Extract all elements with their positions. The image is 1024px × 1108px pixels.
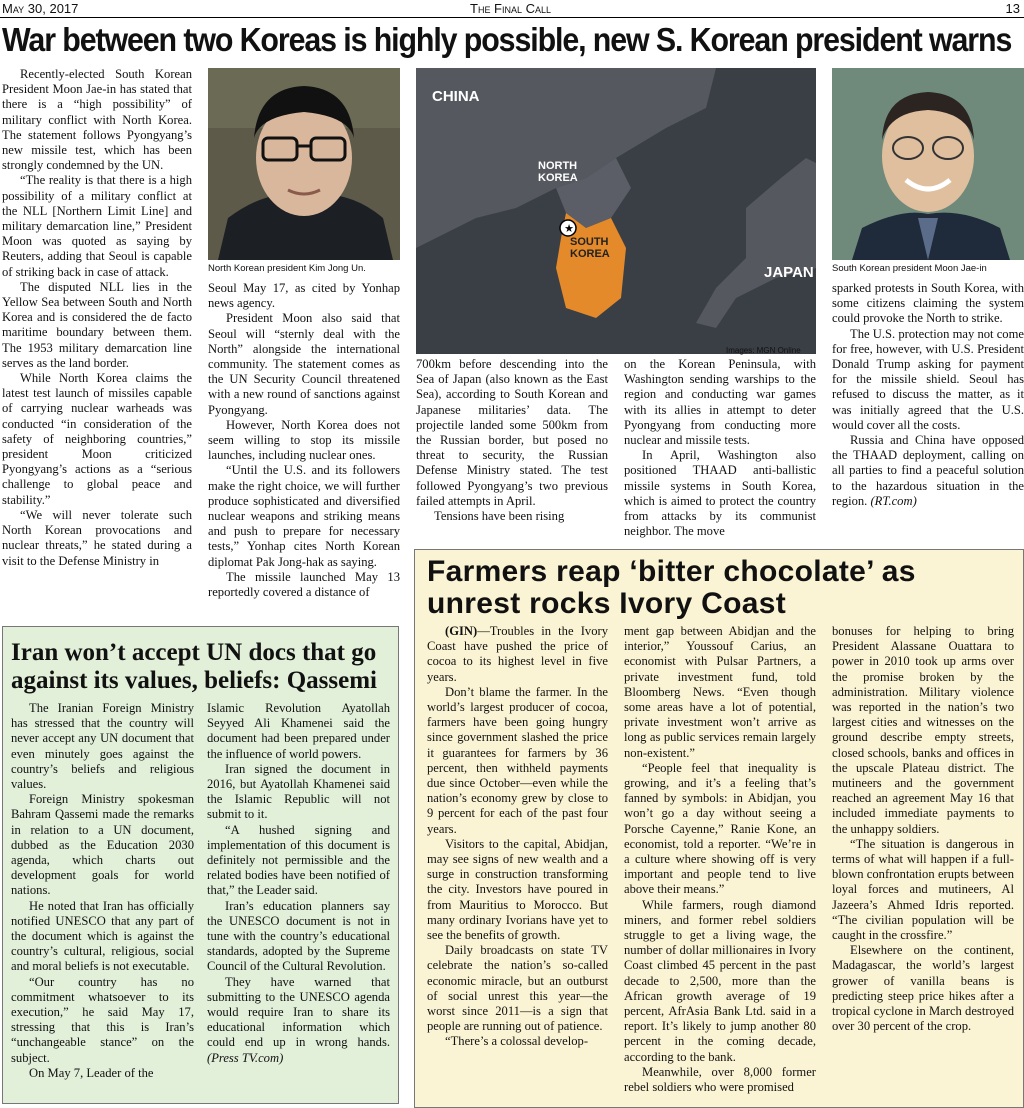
paragraph: The missile launched May 13 reportedly covered a distance of: [208, 569, 400, 600]
ivory-coast-story-box: [414, 549, 1024, 1108]
main-story-col1: [2, 67, 192, 625]
paragraph-text: Russia and China have opposed the THAAD deployment, calling on all parties to find a peaceful solution to the hazardous situation in the region.: [832, 433, 1024, 508]
iran-story-col1: [11, 701, 194, 1101]
paragraph: President Moon also said that Seoul will “sternly deal with the North” alongside the international community. The statement comes as the UN Security Council threatened with a new round of sanctions against Pyongyang.: [208, 311, 400, 417]
source-credit: (Press TV.com): [207, 1050, 284, 1065]
paragraph: “Our country has no commitment whatsoever to its execution,” he said May 17, stressing that this is Iran’s “unchangeable stance” on the subject.: [11, 974, 194, 1065]
paragraph: “The reality is that there is a high possibility of a military conflict at the NLL [Northern Limit Line] and military demarcation line,” President Moon was quoted as saying by Reuters, adding that Seoul is capable of striking back in case of attack.: [2, 173, 192, 279]
paragraph: Recently-elected South Korean President Moon Jae-in has stated that there is a “high possibility” of military conflict with North Korea. The statement follows Pyongyang’s new missile test, which has been strongly condemned by the UN.: [2, 67, 192, 173]
svg-text:★: ★: [564, 222, 574, 235]
issue-date: May 30, 2017: [2, 1, 79, 16]
main-story-col2: [208, 281, 400, 617]
main-story-col5: [832, 281, 1024, 543]
paragraph: He noted that Iran has officially notified UNESCO that any part of the document which is against the country’s cultural, religious, social and moral beliefs is not executable.: [11, 898, 194, 974]
dateline: (GIN): [445, 624, 478, 638]
kim-jong-un-photo: [208, 68, 400, 260]
paragraph: Seoul May 17, as cited by Yonhap news agency.: [208, 281, 400, 311]
paragraph: [207, 975, 390, 1066]
iran-story-col2: [207, 701, 390, 1101]
paragraph: ment gap between Abidjan and the interior,” Youssouf Carius, an economist with Pulsar Partners, a private investment fund, told Bloomberg News. “Even though some areas have a lot of potential, private investment won’t arrive as long as public services remain largely non-existent.”: [624, 624, 816, 760]
page-header: [0, 0, 1024, 18]
paragraph: Meanwhile, over 8,000 former rebel soldiers who were promised: [624, 1064, 816, 1095]
paragraph-text: —Troubles in the Ivory Coast have pushed the price of cocoa to its highest level in five years.: [427, 624, 608, 684]
paragraph: on the Korean Peninsula, with Washington sending warships to the region and conducting war games with its allies in attempt to deter Pyongyang from conducting more nuclear and missile tests.: [624, 357, 816, 448]
paragraph: “We will never tolerate such North Korean provocations and nuclear threats,” he stated during a visit to the Defense Ministry in: [2, 507, 192, 568]
korea-map: [416, 68, 816, 354]
paragraph: sparked protests in South Korea, with some citizens claiming the system could provoke the North to strike.: [832, 281, 1024, 326]
paragraph: “The situation is dangerous in terms of what will happen if a full-blown confrontation erupts between loyal forces and mutineers, Al Jazeera’s Ahmed Idris reported. “The civilian population will be caught in the crossfire.”: [832, 836, 1014, 943]
paragraph: However, North Korea does not seem willing to stop its missile launches, including nuclear ones.: [208, 417, 400, 463]
iran-story-box: [2, 626, 399, 1104]
paragraph: “There’s a colossal develop-: [445, 1034, 589, 1049]
source-credit: (RT.com): [870, 493, 917, 508]
iran-headline: Iran won’t accept UN docs that go against its values, beliefs: Qassemi: [11, 639, 377, 694]
moon-jae-in-photo: [832, 68, 1024, 260]
map-label-japan: JAPAN: [764, 264, 814, 281]
paragraph: Visitors to the capital, Abidjan, may see signs of new wealth and a surge in construction transforming the city. Investors have poured in from Mauritius to Morocco. But many ordinary Ivorians have yet to see the benefits of growth.: [427, 836, 608, 943]
paragraph: The Iranian Foreign Ministry has stressed that the country will never accept any UN document that even minutely goes against the country’s beliefs and religious values.: [11, 701, 194, 792]
paragraph: [832, 433, 1024, 509]
paragraph: Iran signed the document in 2016, but Ayatollah Khamenei said the Islamic Republic will not submit to it.: [207, 761, 390, 822]
paragraph: Tensions have been rising: [434, 509, 565, 524]
map-label-south-korea: SOUTH KOREA: [570, 236, 610, 260]
ivory-story-col1: [427, 624, 608, 1104]
ivory-coast-headline: Farmers reap ‘bitter chocolate’ as unrest rocks Ivory Coast: [427, 555, 916, 620]
page-number: 13: [1005, 1, 1020, 16]
paragraph: Foreign Ministry spokesman Bahram Qassemi made the remarks in relation to a UN document, dubbed as the Education 2030 agenda, which charts out development goals for world nations.: [11, 792, 194, 898]
image-credit: Images: MGN Online: [726, 346, 801, 355]
paragraph: While North Korea claims the latest test launch of missiles capable of carrying nuclear warheads was conducted “in consideration of the safety of neighboring countries,” president Moon criticized Pyongyang’s actions as a “serious challenge to global peace and stability.”: [2, 371, 192, 507]
paragraph: “People feel that inequality is growing, and it’s a feeling that’s fanned by symbols: in Abidjan, you won’t go a day without seeing a Porsche Cayenne,” Ranie Kone, an economist, told a reporter. “We’re in a culture where showing off is very important and people tend to live above their means.”: [624, 760, 816, 897]
portrait-illustration: [208, 68, 400, 260]
ivory-story-col3: [832, 624, 1014, 1104]
paragraph: “Until the U.S. and its followers make the right choice, we will further produce sophisticated and diversified nuclear weapons and striking means and push to prepare for necessary tests,” Yonhap cites North Korean diplomat Pak Jong-hak as saying.: [208, 463, 400, 569]
kim-photo-caption: North Korean president Kim Jong Un.: [208, 263, 366, 274]
paragraph-text: They have warned that submitting to the UNESCO agenda would require Iran to share its educational information which could end up in wrong hands.: [207, 974, 390, 1050]
paragraph: The U.S. protection may not come for free, however, with U.S. President Donald Trump asking for payment for the missile shield. Seoul has refused to discuss the matter, as it was initially agreed that the U.S. would cover all the costs.: [832, 326, 1024, 432]
map-label-china: CHINA: [432, 88, 480, 105]
paragraph: Daily broadcasts on state TV celebrate the nation’s so-called economic miracle, but an outburst of social unrest this year—the worst since 2011—is a sign that people are running out of patience.: [427, 943, 608, 1034]
paragraph: “A hushed signing and implementation of this document is definitely not permissible and the related bodies have been notified of that,” the Leader said.: [207, 822, 390, 898]
paragraph: While farmers, rough diamond miners, and former rebel soldiers struggle to get a living wage, the number of dollar millionaires in Ivory Coast climbed 45 percent in the past decade to 2,500, more than the African growth average of 19 percent, AfrAsia Bank Ltd. said in a report. It’s likely to jump another 80 percent in the coming decade, according to the bank.: [624, 897, 816, 1064]
main-story-col3: [416, 357, 608, 543]
paragraph: Don’t blame the farmer. In the world’s largest producer of cocoa, farmers have been going hungry since government slashed the price it guarantees for farmers by 36 percent, then withheld payments due since October—even while the nation’s economy grew by close to 9 percent for each of the past four years.: [427, 684, 608, 836]
map-label-north-korea: NORTH KOREA: [538, 160, 578, 184]
main-headline: War between two Koreas is highly possible, new S. Korean president warns: [2, 21, 1012, 58]
paragraph: bonuses for helping to bring President Alassane Ouattara to power in 2010 took up arms over the promise broken by the administration. Military violence was reported in the nation’s two largest cities and witnesses on the ground describe empty streets, closed schools, banks and offices in the upscale Plateau district. The mutineers and the government reached an agreement May 16 that included immediate payments to the unhappy soldiers.: [832, 624, 1014, 836]
portrait-illustration: [832, 68, 1024, 260]
moon-photo-caption: South Korean president Moon Jae-in: [832, 263, 987, 274]
paragraph: 700km before descending into the Sea of Japan (also known as the East Sea), according to South Korean and Japanese militaries’ data. The projectile landed some 500km from the Russian border, but posed no threat to security, the Russian Defense Ministry stated. The test followed Pyongyang’s two previous failed attempts in April.: [416, 357, 608, 508]
publication-name: The Final Call: [470, 1, 552, 16]
paragraph: Islamic Revolution Ayatollah Seyyed Ali Khamenei said the document had been prepared under the influence of world powers.: [207, 701, 390, 761]
main-story-col4: [624, 357, 816, 543]
paragraph: In April, Washington also positioned THAAD anti-ballistic missile systems in South Korea, which is aimed to protect the country from attacks by its communist neighbor. The move: [624, 448, 816, 539]
ivory-story-col2: [624, 624, 816, 1104]
paragraph: Iran’s education planners say the UNESCO document is not in tune with the country’s educational standards, adopted by the Supreme Council of the Cultural Revolution.: [207, 898, 390, 974]
paragraph: The disputed NLL lies in the Yellow Sea between South and North Korea and is considered the de facto maritime boundary between them. The 1953 military demarcation line serves as the land border.: [2, 279, 192, 370]
paragraph: Elsewhere on the continent, Madagascar, the world’s largest grower of vanilla beans is predicting steep price hikes after a tropical cyclone in March destroyed over 30 percent of the crop.: [832, 943, 1014, 1034]
map-illustration: [416, 68, 816, 354]
paragraph: On May 7, Leader of the: [29, 1065, 154, 1080]
